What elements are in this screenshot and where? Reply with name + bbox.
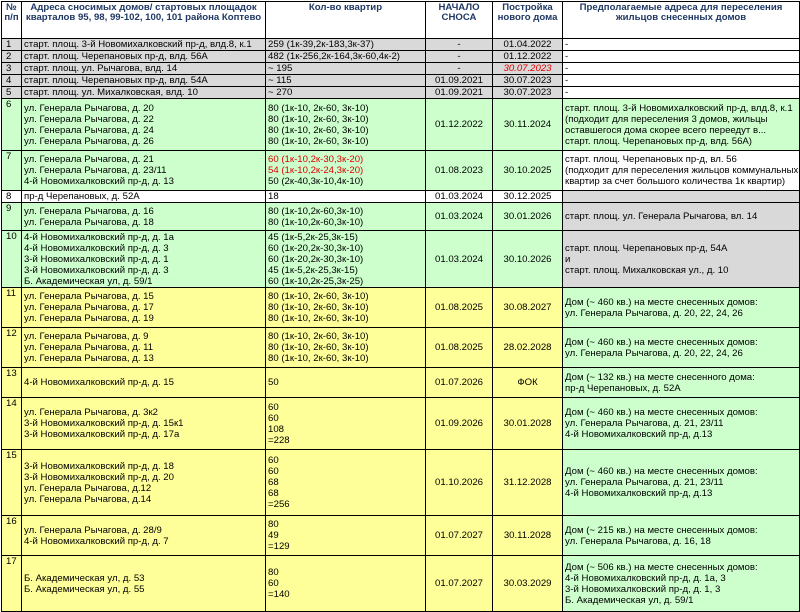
cell-line: -: [565, 39, 569, 50]
row-number: 15: [2, 450, 22, 516]
cell-line: 3-й Новомихалковский пр-д, д. 1, 3: [565, 583, 721, 595]
cell-line: Дом (~ 460 кв.) на месте снесенных домов:: [565, 296, 758, 308]
address-cell: [22, 516, 266, 556]
apartments-cell: [266, 99, 426, 151]
table-row: [2, 368, 800, 398]
table-row: [2, 288, 800, 328]
relocation-table: [1, 1, 800, 612]
new-building-cell: 30.03.2029: [493, 556, 563, 612]
demolition-start-cell: 01.03.2024: [426, 191, 493, 203]
cell-line: 60: [268, 466, 279, 477]
cell-line: старт. площ. Михалковская ул., д. 10: [565, 264, 729, 276]
row-number: 16: [2, 516, 22, 556]
target-address-cell: [563, 450, 800, 516]
new-building-cell: 30.12.2025: [493, 191, 563, 203]
cell-line: (подходит для переселения 3 домов, жильцы: [565, 113, 768, 125]
table-row: [2, 99, 800, 151]
address-cell: [22, 328, 266, 368]
cell-line: ул. Генерала Рычагова, д. 26: [24, 135, 154, 147]
cell-line: 80 (1к-10,2к-60,3к-10): [268, 205, 364, 217]
cell-line: 60: [268, 455, 279, 466]
table-row: [2, 63, 800, 75]
cell-line: 60 (1к-20,2к-30,3к-10): [268, 253, 364, 265]
new-building-cell: 01.04.2022: [493, 39, 563, 51]
cell-line: ул. Генерала Рычагова, д. 9: [24, 331, 149, 342]
cell-line: -: [565, 75, 569, 86]
row-number: 10: [2, 231, 22, 288]
cell-line: старт. площ. 3-й Новомихалковский пр-д, влд.8, к.1: [565, 102, 793, 114]
cell-line: 4-й Новомихалковский пр-д, д.13: [565, 429, 713, 440]
table-row: [2, 191, 800, 203]
table-row: [2, 516, 800, 556]
new-building-cell: 30.08.2027: [493, 288, 563, 328]
row-number: 14: [2, 398, 22, 450]
cell-line: 4-й Новомихалковский пр-д, д. 13: [24, 176, 174, 187]
cell-line: 50: [268, 377, 279, 388]
cell-line: старт. площ. ул. Рычагова, влд. 14: [24, 63, 178, 74]
cell-line: 80 (1к-10,2к-60,3к-10): [268, 216, 364, 228]
demolition-start-cell: 01.10.2026: [426, 450, 493, 516]
cell-line: 68: [268, 488, 279, 499]
demolition-start-cell: 01.09.2021: [426, 75, 493, 87]
row-number: 2: [2, 51, 22, 63]
cell-line: 4-й Новомихалковский пр-д, д. 7: [24, 535, 169, 547]
cell-line: 49: [268, 530, 279, 541]
cell-line: Б. Академическая ул, д. 59/1: [565, 594, 694, 606]
cell-line: Дом (~ 215 кв.) на месте снесенных домов:: [565, 524, 758, 536]
cell-line: ул. Генерала Рычагова, д. 13: [24, 353, 154, 364]
apartments-cell: [266, 51, 426, 63]
new-building-cell: 30.10.2026: [493, 231, 563, 288]
target-address-cell: [563, 516, 800, 556]
cell-line: пр-д Черепановых, д. 52А: [24, 191, 140, 202]
cell-line: ~ 195: [268, 63, 293, 74]
cell-line: ул. Генерала Рычагова, д. 21, 23/11: [565, 477, 724, 488]
row-number: 3: [2, 63, 22, 75]
address-cell: [22, 368, 266, 398]
table-row: [2, 231, 800, 288]
new-building-cell: 30.01.2026: [493, 203, 563, 231]
demolition-start-cell: 01.03.2024: [426, 203, 493, 231]
demolition-start-cell: 01.08.2025: [426, 328, 493, 368]
cell-line: 80 (1к-10, 2к-60, 3к-10): [268, 102, 369, 114]
demolition-start-cell: 01.07.2026: [426, 368, 493, 398]
address-cell: [22, 51, 266, 63]
cell-line: 4-й Новомихалковский пр-д, д. 1а, 3: [565, 572, 726, 584]
new-building-cell: 30.07.2023: [493, 63, 563, 75]
target-address-cell: [563, 398, 800, 450]
apartments-cell: [266, 191, 426, 203]
cell-line: 18: [268, 191, 279, 202]
cell-line: 3-й Новомихалковский пр-д, д. 3: [24, 264, 169, 276]
header-new-building: Постройка нового дома: [493, 2, 563, 39]
cell-line: 3-й Новомихалковский пр-д, д. 15к1: [24, 418, 184, 429]
cell-line: старт. площ. ул. Генерала Рычагова, вл. 14: [565, 211, 758, 222]
row-number: 9: [2, 203, 22, 231]
address-cell: [22, 231, 266, 288]
cell-line: старт. площ. Черепановых пр-д, влд. 56А: [24, 51, 208, 62]
new-building-cell: 28.02.2028: [493, 328, 563, 368]
cell-line: ул. Генерала Рычагова, д. 15: [24, 291, 154, 302]
cell-line: старт. площ. Черепановых пр-д, влд. 56А): [565, 135, 753, 147]
cell-line: 3-й Новомихалковский пр-д, д. 20: [24, 471, 174, 483]
new-building-cell: 30.01.2028: [493, 398, 563, 450]
row-number: 13: [2, 368, 22, 398]
row-number: 17: [2, 556, 22, 612]
cell-line: 80 (1к-10, 2к-60, 3к-10): [268, 124, 369, 136]
address-cell: [22, 191, 266, 203]
new-building-cell: 01.12.2022: [493, 51, 563, 63]
cell-line: старт. площ. Черепановых пр-д, 54А: [565, 242, 728, 254]
row-number: 6: [2, 99, 22, 151]
row-number: 1: [2, 39, 22, 51]
cell-line: ул. Генерала Рычагова, д. 23/11: [24, 165, 167, 176]
cell-line: =228: [268, 434, 290, 446]
cell-line: пр-д Черепановых, д. 52А: [565, 382, 681, 394]
cell-line: ул. Генерала Рычагова, д. 21: [24, 154, 154, 165]
cell-line: Дом (~ 506 кв.) на месте снесенных домов:: [565, 561, 758, 573]
cell-line: Дом (~ 460 кв.) на месте снесенных домов:: [565, 407, 758, 418]
apartments-cell: [266, 151, 426, 191]
cell-line: ул. Генерала Рычагова, д. 19: [24, 313, 154, 324]
demolition-start-cell: 01.07.2027: [426, 556, 493, 612]
cell-line: старт. площ. Черепановых пр-д, вл. 56: [565, 154, 737, 165]
target-address-cell: [563, 87, 800, 99]
table-row: [2, 450, 800, 516]
new-building-cell: ФОК: [493, 368, 563, 398]
row-number: 12: [2, 328, 22, 368]
address-cell: [22, 288, 266, 328]
table-row: [2, 87, 800, 99]
address-cell: [22, 63, 266, 75]
table-row: [2, 398, 800, 450]
cell-line: 80 (1к-10, 2к-60, 3к-10): [268, 331, 369, 342]
cell-line: ул. Генерала Рычагова, д.14: [24, 493, 152, 505]
cell-line: 50 (2к-40,3к-10,4к-10): [268, 176, 364, 187]
cell-line: Б. Академическая ул, д. 53: [24, 572, 145, 584]
header-target-address: Предполагаемые адреса для переселения жильцов снесенных домов: [563, 2, 800, 39]
cell-line: 80 (1к-10, 2к-60, 3к-10): [268, 135, 369, 147]
target-address-cell: [563, 203, 800, 231]
cell-line: 3-й Новомихалковский пр-д, д. 17а: [24, 429, 180, 440]
cell-line: 60: [268, 401, 279, 413]
new-building-cell: 31.12.2028: [493, 450, 563, 516]
cell-line: ул. Генерала Рычагова, д. 3к2: [24, 407, 159, 418]
cell-line: ул. Генерала Рычагова, д.12: [24, 482, 152, 494]
apartments-cell: [266, 516, 426, 556]
target-address-cell: [563, 151, 800, 191]
demolition-start-cell: 01.08.2023: [426, 151, 493, 191]
row-number: 8: [2, 191, 22, 203]
address-cell: [22, 151, 266, 191]
cell-line: 80: [268, 567, 279, 578]
cell-line: 60 (1к-10,2к-30,3к-20): [268, 154, 364, 165]
new-building-cell: 30.11.2028: [493, 516, 563, 556]
cell-line: ул. Генерала Рычагова, д. 11: [24, 342, 154, 353]
table-row: [2, 39, 800, 51]
apartments-cell: [266, 450, 426, 516]
cell-line: старт. площ. 3-й Новомихалковский пр-д, влд.8, к.1: [24, 39, 252, 50]
cell-line: 80 (1к-10, 2к-60, 3к-10): [268, 353, 369, 364]
demolition-start-cell: 01.12.2022: [426, 99, 493, 151]
demolition-start-cell: 01.09.2021: [426, 87, 493, 99]
apartments-cell: [266, 231, 426, 288]
cell-line: 4-й Новомихалковский пр-д, д. 1а: [24, 231, 174, 243]
row-number: 4: [2, 75, 22, 87]
cell-line: -: [565, 51, 569, 62]
address-cell: [22, 556, 266, 612]
header-row: [2, 2, 800, 39]
cell-line: квартир за счет большого количества 1к квартир): [565, 176, 786, 187]
target-address-cell: [563, 63, 800, 75]
target-address-cell: [563, 231, 800, 288]
apartments-cell: [266, 63, 426, 75]
apartments-cell: [266, 203, 426, 231]
apartments-cell: [266, 398, 426, 450]
new-building-cell: 30.07.2023: [493, 75, 563, 87]
new-building-cell: 30.11.2024: [493, 99, 563, 151]
cell-line: Б. Академическая ул, д. 59/1: [24, 275, 153, 287]
cell-line: ~ 115: [268, 75, 292, 86]
cell-line: ~ 270: [268, 87, 293, 98]
target-address-cell: [563, 368, 800, 398]
demolition-start-cell: -: [426, 39, 493, 51]
cell-line: 259 (1к-39,2к-183,3к-37): [268, 39, 374, 50]
demolition-start-cell: 01.07.2027: [426, 516, 493, 556]
table-row: [2, 203, 800, 231]
cell-line: ул. Генерала Рычагова, д. 22: [24, 113, 154, 125]
header-apartments: Кол-во квартир: [266, 2, 426, 39]
cell-line: =256: [268, 499, 290, 510]
cell-line: 108: [268, 423, 285, 435]
cell-line: 80 (1к-10, 2к-60, 3к-10): [268, 342, 369, 353]
cell-line: 80: [268, 519, 279, 530]
header-num: № п/п: [2, 2, 22, 39]
address-cell: [22, 75, 266, 87]
target-address-cell: [563, 191, 800, 203]
cell-line: 80 (1к-10, 2к-60, 3к-10): [268, 313, 369, 324]
cell-line: ул. Генерала Рычагова, д. 21, 23/11: [565, 418, 724, 429]
demolition-start-cell: -: [426, 63, 493, 75]
apartments-cell: [266, 556, 426, 612]
address-cell: [22, 39, 266, 51]
header-demolition-start: НАЧАЛО СНОСА: [426, 2, 493, 39]
cell-line: старт. площ. Черепановых пр-д, влд. 54А: [24, 75, 208, 86]
cell-line: ул. Генерала Рычагова, д. 16: [24, 205, 154, 217]
table-row: [2, 51, 800, 63]
cell-line: 45 (1к-5,2к-25,3к-15): [268, 231, 358, 243]
cell-line: ул. Генерала Рычагова, д. 16, 18: [565, 535, 711, 547]
apartments-cell: [266, 75, 426, 87]
table-row: [2, 151, 800, 191]
apartments-cell: [266, 368, 426, 398]
target-address-cell: [563, 51, 800, 63]
target-address-cell: [563, 288, 800, 328]
cell-line: 60 (1к-10,2к-25,3к-25): [268, 275, 364, 287]
demolition-start-cell: -: [426, 51, 493, 63]
cell-line: 45 (1к-5,2к-25,3к-15): [268, 264, 358, 276]
table-row: [2, 556, 800, 612]
cell-line: (подходит для переселения жильцов коммунальных: [565, 165, 799, 176]
row-number: 11: [2, 288, 22, 328]
demolition-start-cell: 01.08.2025: [426, 288, 493, 328]
cell-line: 68: [268, 477, 279, 488]
cell-line: 482 (1к-256,2к-164,3к-60,4к-2): [268, 51, 400, 62]
cell-line: Дом (~ 460 кв.) на месте снесенных домов:: [565, 336, 758, 348]
cell-line: -: [565, 63, 569, 74]
cell-line: ул. Генерала Рычагова, д. 20, 22, 24, 26: [565, 347, 743, 359]
cell-line: ул. Генерала Рычагова, д. 17: [24, 302, 154, 313]
cell-line: ул. Генерала Рычагова, д. 24: [24, 124, 154, 136]
cell-line: =129: [268, 541, 290, 552]
address-cell: [22, 398, 266, 450]
address-cell: [22, 87, 266, 99]
apartments-cell: [266, 39, 426, 51]
table-row: [2, 75, 800, 87]
apartments-cell: [266, 328, 426, 368]
cell-line: =140: [268, 589, 290, 600]
cell-line: 4-й Новомихалковский пр-д, д. 3: [24, 242, 169, 254]
cell-line: старт. площ. ул. Михалковская, влд. 10: [24, 87, 198, 98]
cell-line: ул. Генерала Рычагова, д. 28/9: [24, 524, 162, 536]
target-address-cell: [563, 39, 800, 51]
address-cell: [22, 450, 266, 516]
cell-line: 80 (1к-10, 2к-60, 3к-10): [268, 113, 369, 125]
row-number: 5: [2, 87, 22, 99]
apartments-cell: [266, 288, 426, 328]
address-cell: [22, 99, 266, 151]
cell-line: 60: [268, 578, 279, 589]
row-number: 7: [2, 151, 22, 191]
demolition-start-cell: 01.03.2024: [426, 231, 493, 288]
cell-line: [565, 191, 797, 202]
cell-line: ул. Генерала Рычагова, д. 18: [24, 216, 154, 228]
table-row: [2, 328, 800, 368]
cell-line: ул. Генерала Рычагова, д. 20, 22, 24, 26: [565, 307, 743, 319]
cell-line: Дом (~ 132 кв.) на месте снесенного дома:: [565, 371, 755, 383]
target-address-cell: [563, 556, 800, 612]
cell-line: 4-й Новомихалковский пр-д, д. 15: [24, 377, 174, 388]
cell-line: 80 (1к-10, 2к-60, 3к-10): [268, 302, 369, 313]
target-address-cell: [563, 75, 800, 87]
cell-line: 3-й Новомихалковский пр-д, д. 1: [24, 253, 169, 265]
target-address-cell: [563, 328, 800, 368]
cell-line: Б. Академическая ул, д. 55: [24, 583, 145, 595]
cell-line: Дом (~ 460 кв.) на месте снесенных домов:: [565, 466, 758, 477]
cell-line: 4-й Новомихалковский пр-д, д.13: [565, 488, 713, 499]
cell-line: оставшегося дома скорее всего переедут в...: [565, 124, 767, 136]
new-building-cell: 30.07.2023: [493, 87, 563, 99]
cell-line: 80 (1к-10, 2к-60, 3к-10): [268, 291, 369, 302]
cell-line: и: [565, 253, 571, 265]
cell-line: 60 (1к-20,2к-30,3к-10): [268, 242, 364, 254]
header-address: Адреса сносимых домов/ стартовых площадок кварталов 95, 98, 99-102, 100, 101 района Коптево: [22, 2, 266, 39]
cell-line: 54 (1к-10,2к-24,3к-20): [268, 165, 364, 176]
cell-line: -: [565, 87, 569, 98]
target-address-cell: [563, 99, 800, 151]
new-building-cell: 30.10.2025: [493, 151, 563, 191]
apartments-cell: [266, 87, 426, 99]
cell-line: ул. Генерала Рычагова, д. 20: [24, 102, 154, 114]
address-cell: [22, 203, 266, 231]
demolition-start-cell: 01.09.2026: [426, 398, 493, 450]
cell-line: 60: [268, 412, 279, 424]
cell-line: 3-й Новомихалковский пр-д, д. 18: [24, 460, 174, 472]
